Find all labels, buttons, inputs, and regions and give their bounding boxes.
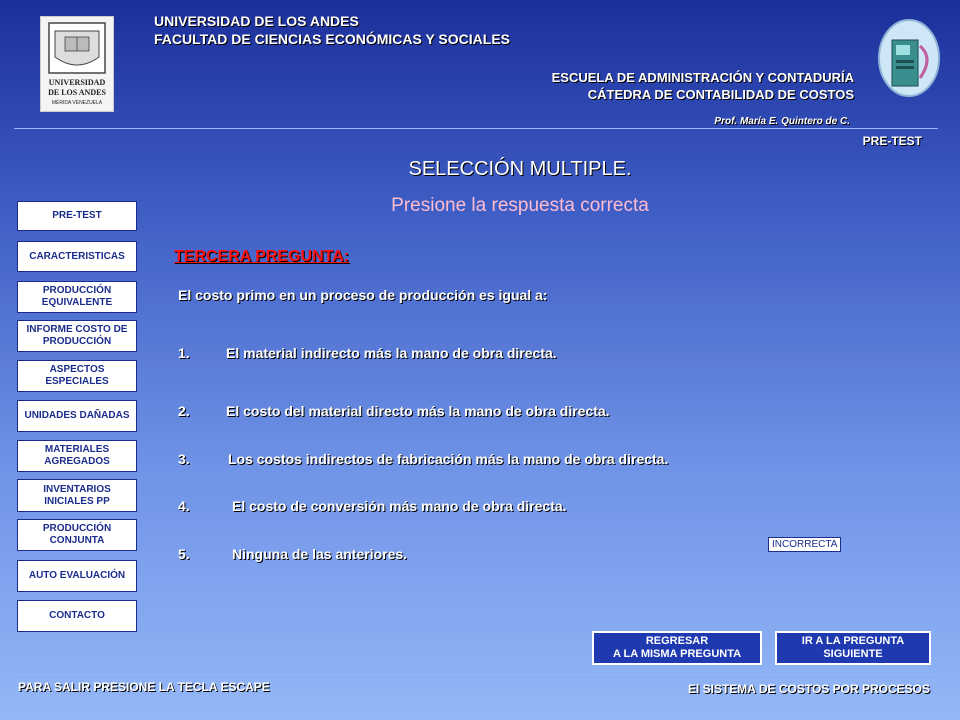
section-label: PRE-TEST [862,134,922,148]
option-text: Ninguna de las anteriores. [232,546,408,562]
page-subtitle: Presione la respuesta correcta [391,195,649,216]
sidebar-item-label: INVENTARIOS INICIALES PP [43,483,111,507]
school-name: ESCUELA DE ADMINISTRACIÓN Y CONTADURÍA [551,70,854,85]
logo-text-line2: DE LOS ANDES [48,88,106,97]
sidebar-item-label: PRE-TEST [52,210,102,221]
sidebar-item-inventarios-iniciales[interactable] [17,479,137,512]
option-text: El material indirecto más la mano de obra directa. [226,345,557,361]
question-label: TERCERA PREGUNTA: [174,248,350,265]
sidebar-item-unidades-danadas[interactable] [17,400,137,432]
sidebar-item-pre-test[interactable] [17,201,137,231]
feedback-badge: INCORRECTA [768,537,841,552]
logo-text-line1: UNIVERSIDAD [48,78,106,87]
sidebar-item-produccion-equivalente[interactable] [17,281,137,313]
university-name: UNIVERSIDAD DE LOS ANDES [154,13,359,29]
option-number: 3. [178,451,190,467]
header-divider [14,128,938,129]
question-text: El costo primo en un proceso de producción es igual a: [178,287,548,303]
sidebar-item-label: UNIDADES DAÑADAS [24,410,130,421]
option-number: 5. [178,546,190,562]
option-number: 1. [178,345,190,361]
sidebar-item-label: PRODUCCIÓN EQUIVALENTE [41,285,113,308]
button-label-line1: IR A LA PREGUNTA [801,635,905,647]
sidebar-item-contacto[interactable] [17,600,137,632]
sidebar-item-auto-evaluacion[interactable] [17,560,137,592]
answer-option-1[interactable] [178,345,557,361]
sidebar-item-label: INFORME COSTO DE PRODUCCIÓN [26,324,128,347]
answer-option-2[interactable] [178,403,610,419]
answer-option-4[interactable] [178,498,567,514]
sidebar-item-materiales-agregados[interactable] [17,440,137,472]
sidebar-item-label: PRODUCCIÓN CONJUNTA [42,523,112,546]
system-name: El SISTEMA DE COSTOS POR PROCESOS [687,682,930,696]
button-label-line2: SIGUIENTE [823,648,883,660]
option-number: 4. [178,498,190,514]
sidebar-item-label: CONTACTO [49,610,105,621]
header-institution [154,12,510,48]
sidebar-item-caracteristicas[interactable] [17,241,137,272]
option-text: El costo del material directo más la mano de obra directa. [226,403,610,419]
answer-option-5[interactable] [178,546,407,562]
chair-name: CÁTEDRA DE CONTABILIDAD DE COSTOS [587,87,854,102]
sidebar-item-informe-costo[interactable] [17,320,137,352]
sidebar-item-produccion-conjunta[interactable] [17,519,137,551]
computer-globe-icon [876,18,942,104]
option-text: El costo de conversión más mano de obra directa. [232,498,567,514]
sidebar-item-aspectos-especiales[interactable] [17,360,137,392]
university-logo [40,16,114,112]
option-number: 2. [178,403,190,419]
sidebar-item-label: CARACTERISTICAS [29,250,125,262]
exit-hint: PARA SALIR PRESIONE LA TECLA ESCAPE [18,680,270,694]
answer-option-3[interactable] [178,451,668,467]
sidebar-item-label: AUTO EVALUACIÓN [28,570,126,581]
option-text: Los costos indirectos de fabricación más la mano de obra directa. [228,451,669,467]
faculty-name: FACULTAD DE CIENCIAS ECONÓMICAS Y SOCIALES [154,31,510,47]
next-question-button[interactable] [775,631,931,665]
logo-text-line3: MÉRIDA VENEZUELA [51,100,103,106]
repeat-question-button[interactable] [592,631,762,665]
button-label-line2: A LA MISMA PREGUNTA [612,648,742,660]
page-title: SELECCIÓN MULTIPLE. [408,158,632,180]
professor-name: Prof. María E. Quintero de C. [714,116,850,127]
sidebar-item-label: ASPECTOS ESPECIALES [45,364,109,387]
button-label-line1: REGRESAR [645,635,709,647]
footer-divider [14,674,938,675]
header-school [552,69,854,103]
sidebar-item-label: MATERIALES AGREGADOS [44,444,110,467]
